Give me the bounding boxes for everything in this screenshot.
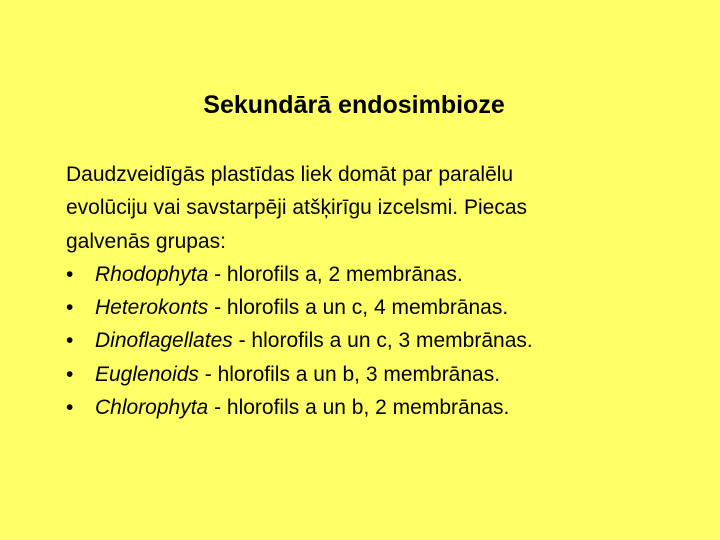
group-description: - hlorofils a un b, 2 membrānas.: [208, 396, 510, 420]
group-description: - hlorofils a un b, 3 membrānas.: [198, 362, 501, 386]
intro-line: Daudzveidīgās plastīdas liek domāt par paralēlu: [66, 163, 514, 186]
group-description: - hlorofils a, 2 membrānas.: [208, 262, 463, 286]
list-item: [66, 258, 666, 291]
list-item: [66, 391, 666, 424]
intro-paragraph: [66, 158, 666, 258]
list-item: [66, 324, 666, 357]
group-description: - hlorofils a un c, 4 membrānas.: [208, 296, 509, 320]
group-name: Chlorophyta: [95, 396, 209, 420]
list-item: [66, 358, 666, 391]
slide-title: Sekundārā endosimbioze: [203, 91, 505, 119]
bullet-icon: •: [66, 296, 74, 320]
group-name: Rhodophyta: [95, 262, 209, 286]
bullet-icon: •: [66, 329, 74, 353]
group-name: Euglenoids: [95, 362, 199, 386]
slide-body: [66, 158, 666, 424]
group-name: Dinoflagellates: [95, 329, 233, 353]
bullet-icon: •: [66, 396, 74, 420]
intro-line: galvenās grupas:: [66, 229, 226, 253]
bullet-icon: •: [66, 262, 74, 286]
group-description: - hlorofils a un c, 3 membrānas.: [232, 329, 533, 353]
group-name: Heterokonts: [95, 296, 209, 320]
intro-line: evolūciju vai savstarpēji atšķirīgu izcelsmi. Piecas: [66, 196, 528, 220]
bullet-icon: •: [66, 362, 74, 386]
group-list: [66, 258, 666, 424]
list-item: [66, 291, 666, 324]
